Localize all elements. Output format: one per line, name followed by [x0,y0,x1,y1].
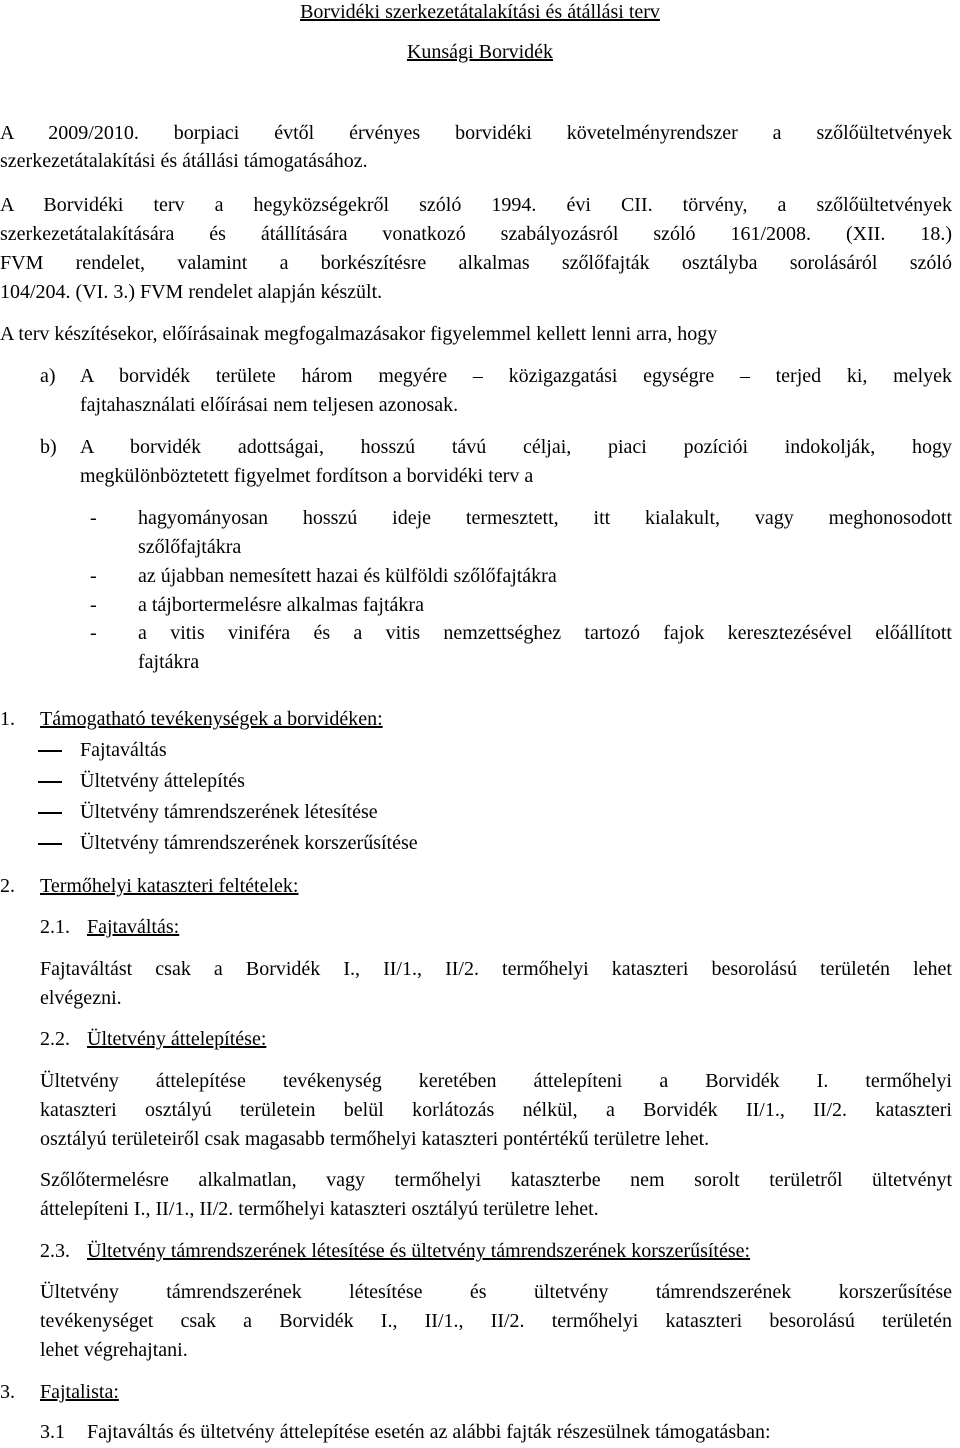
section-2-3-line-2: tevékenységet csak a Borvidék I., II/1., II/2. termőhelyi kataszteri besorolású területén [40,1310,952,1332]
section-2-2-p1-line-1: Ültetvény áttelepítése tevékenység keretében áttelepíteni a Borvidék I. termőhelyi [40,1070,952,1092]
legal-line-2: szerkezetátalakítására és átállítására vonatkozó szabályozásról szóló 161/2008. (XII. 18.) [0,223,952,245]
section-1-number: 1. [0,708,15,730]
dash-item-1-line-2: szőlőfajtákra [138,536,242,558]
section-3-1-text: Fajtaváltás és ültetvény áttelepítése esetén az alábbi fajták részesülnek támogatásban: [87,1421,771,1443]
dash-item-3: a tájbortermelésre alkalmas fajtákra [138,594,424,616]
list-dash [38,750,62,752]
section-2-3-heading: Ültetvény támrendszerének létesítése és ültetvény támrendszerének korszerűsítése: [87,1240,751,1262]
section-1-item: Ültetvény támrendszerének korszerűsítése [80,832,418,854]
document-subtitle: Kunsági Borvidék [406,41,554,63]
dash-marker: - [90,622,97,644]
document-title: Borvidéki szerkezetátalakítási és átállási terv [300,1,660,23]
point-a-marker: a) [40,365,56,387]
dash-marker: - [90,594,97,616]
legal-line-1: A Borvidéki terv a hegyközségekről szóló 1994. évi CII. törvény, a szőlőültetvények [0,194,952,216]
section-2-1-heading: Fajtaváltás: [87,916,180,938]
section-2-2-p2-line-1: Szőlőtermelésre alkalmatlan, vagy termőhelyi kataszterbe nem sorolt területről ültetvényt [40,1169,952,1191]
legal-line-4: 104/204. (VI. 3.) FVM rendelet alapján készült. [0,281,383,303]
section-2-2-number: 2.2. [40,1028,70,1050]
section-3-1-number: 3.1 [40,1421,65,1443]
section-2-3-number: 2.3. [40,1240,70,1262]
section-2-2-heading: Ültetvény áttelepítése: [87,1028,267,1050]
dash-item-4-line-1: a vitis viniféra és a vitis nemzettséghez tartozó fajok keresztezésével előállított [138,622,952,644]
section-3-heading: Fajtalista: [40,1381,119,1403]
list-dash [38,781,62,783]
dash-item-4-line-2: fajtákra [138,651,200,673]
plan-intro: A terv készítésekor, előírásainak megfogalmazásakor figyelemmel kellett lenni arra, hogy [0,323,718,345]
section-2-heading: Termőhelyi kataszteri feltételek: [40,875,299,897]
dash-item-2: az újabban nemesített hazai és külföldi szőlőfajtákra [138,565,557,587]
intro-line-2: szerkezetátalakítási és átállási támogatásához. [0,150,368,172]
section-1-item: Fajtaváltás [80,739,167,761]
section-2-2-p1-line-3: osztályú területeiről csak magasabb termőhelyi kataszteri pontértékű területre lehet. [40,1128,710,1150]
point-b-marker: b) [40,436,57,458]
section-2-number: 2. [0,875,15,897]
list-dash [38,843,62,845]
section-1-item: Ültetvény áttelepítés [80,770,245,792]
dash-marker: - [90,565,97,587]
section-1-item: Ültetvény támrendszerének létesítése [80,801,378,823]
section-3-number: 3. [0,1381,15,1403]
list-dash [38,812,62,814]
section-2-3-line-1: Ültetvény támrendszerének létesítése és ültetvény támrendszerének korszerűsítése [40,1281,952,1303]
intro-line-1: A 2009/2010. borpiaci évtől érvényes borvidéki követelményrendszer a szőlőültetvények [0,122,952,144]
legal-line-3: FVM rendelet, valamint a borkészítésre alkalmas szőlőfajták osztályba sorolásáról szóló [0,252,952,274]
section-1-heading: Támogatható tevékenységek a borvidéken: [40,708,383,730]
section-2-1-number: 2.1. [40,916,70,938]
dash-item-1-line-1: hagyományosan hosszú ideje termesztett, itt kialakult, vagy meghonosodott [138,507,952,529]
section-2-2-p1-line-2: kataszteri osztályú területein belül korlátozás nélkül, a Borvidék II/1., II/2. kataszteri [40,1099,952,1121]
point-b-line-1: A borvidék adottságai, hosszú távú céljai, piaci pozíciói indokolják, hogy [80,436,952,458]
point-a-line-1: A borvidék területe három megyére – közigazgatási egységre – terjed ki, melyek [80,365,952,387]
section-2-1-line-2: elvégezni. [40,987,122,1009]
section-2-1-line-1: Fajtaváltást csak a Borvidék I., II/1., II/2. termőhelyi kataszteri besorolású területén lehet [40,958,952,980]
dash-marker: - [90,507,97,529]
section-2-2-p2-line-2: áttelepíteni I., II/1., II/2. termőhelyi kataszteri osztályú területre lehet. [40,1198,599,1220]
point-a-line-2: fajtahasználati előírásai nem teljesen azonosak. [80,394,459,416]
section-2-3-line-3: lehet végrehajtani. [40,1339,188,1361]
point-b-line-2: megkülönböztetett figyelmet fordítson a borvidéki terv a [80,465,534,487]
